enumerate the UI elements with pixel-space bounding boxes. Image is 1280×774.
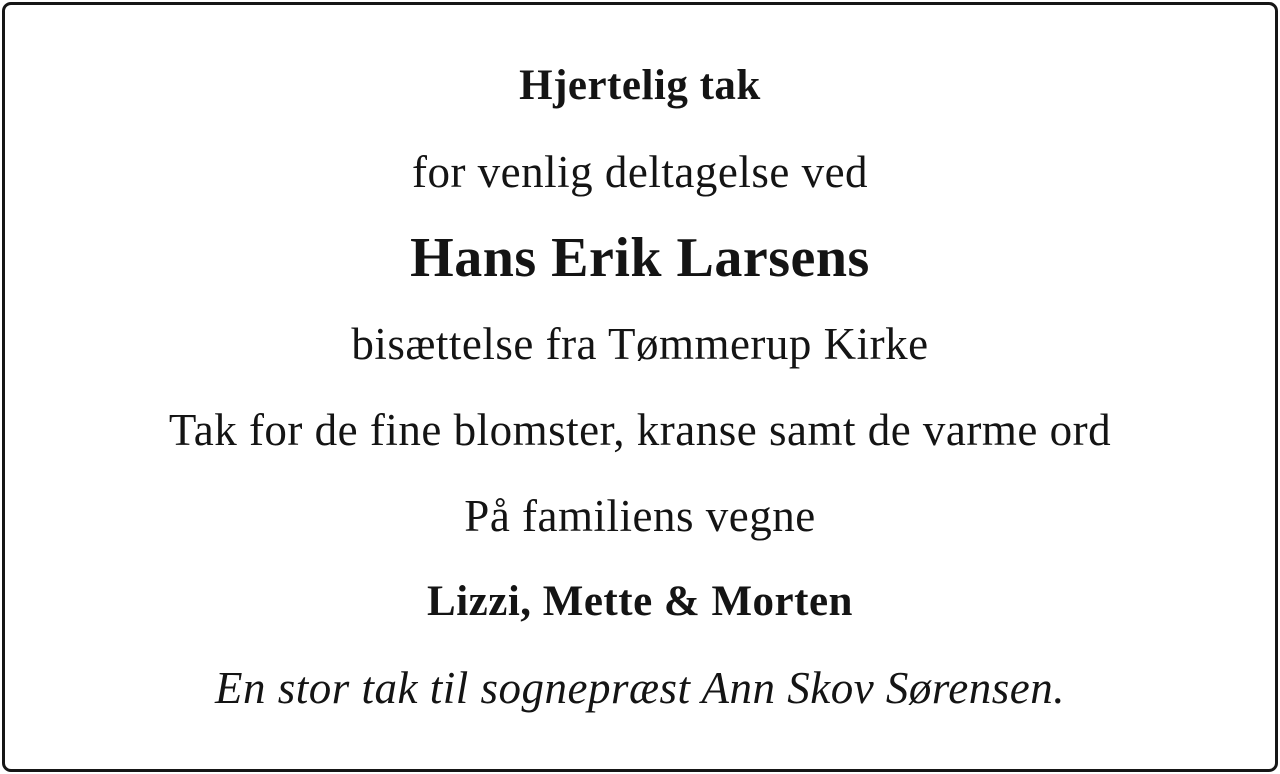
deceased-name: Hans Erik Larsens [410, 227, 870, 289]
ceremony-location-line: bisættelse fra Tømmerup Kirke [351, 319, 929, 369]
notice-heading: Hjertelig tak [519, 62, 761, 109]
priest-thanks-line: En stor tak til sognepræst Ann Skov Sørensen. [215, 663, 1065, 713]
family-names: Lizzi, Mette & Morten [427, 578, 853, 625]
thanks-line: Tak for de fine blomster, kranse samt de varme ord [168, 405, 1112, 455]
notice-subheading: for venlig deltagelse ved [411, 147, 869, 197]
memorial-notice-card [2, 2, 1278, 772]
on-behalf-line: På familiens vegne [464, 491, 816, 541]
